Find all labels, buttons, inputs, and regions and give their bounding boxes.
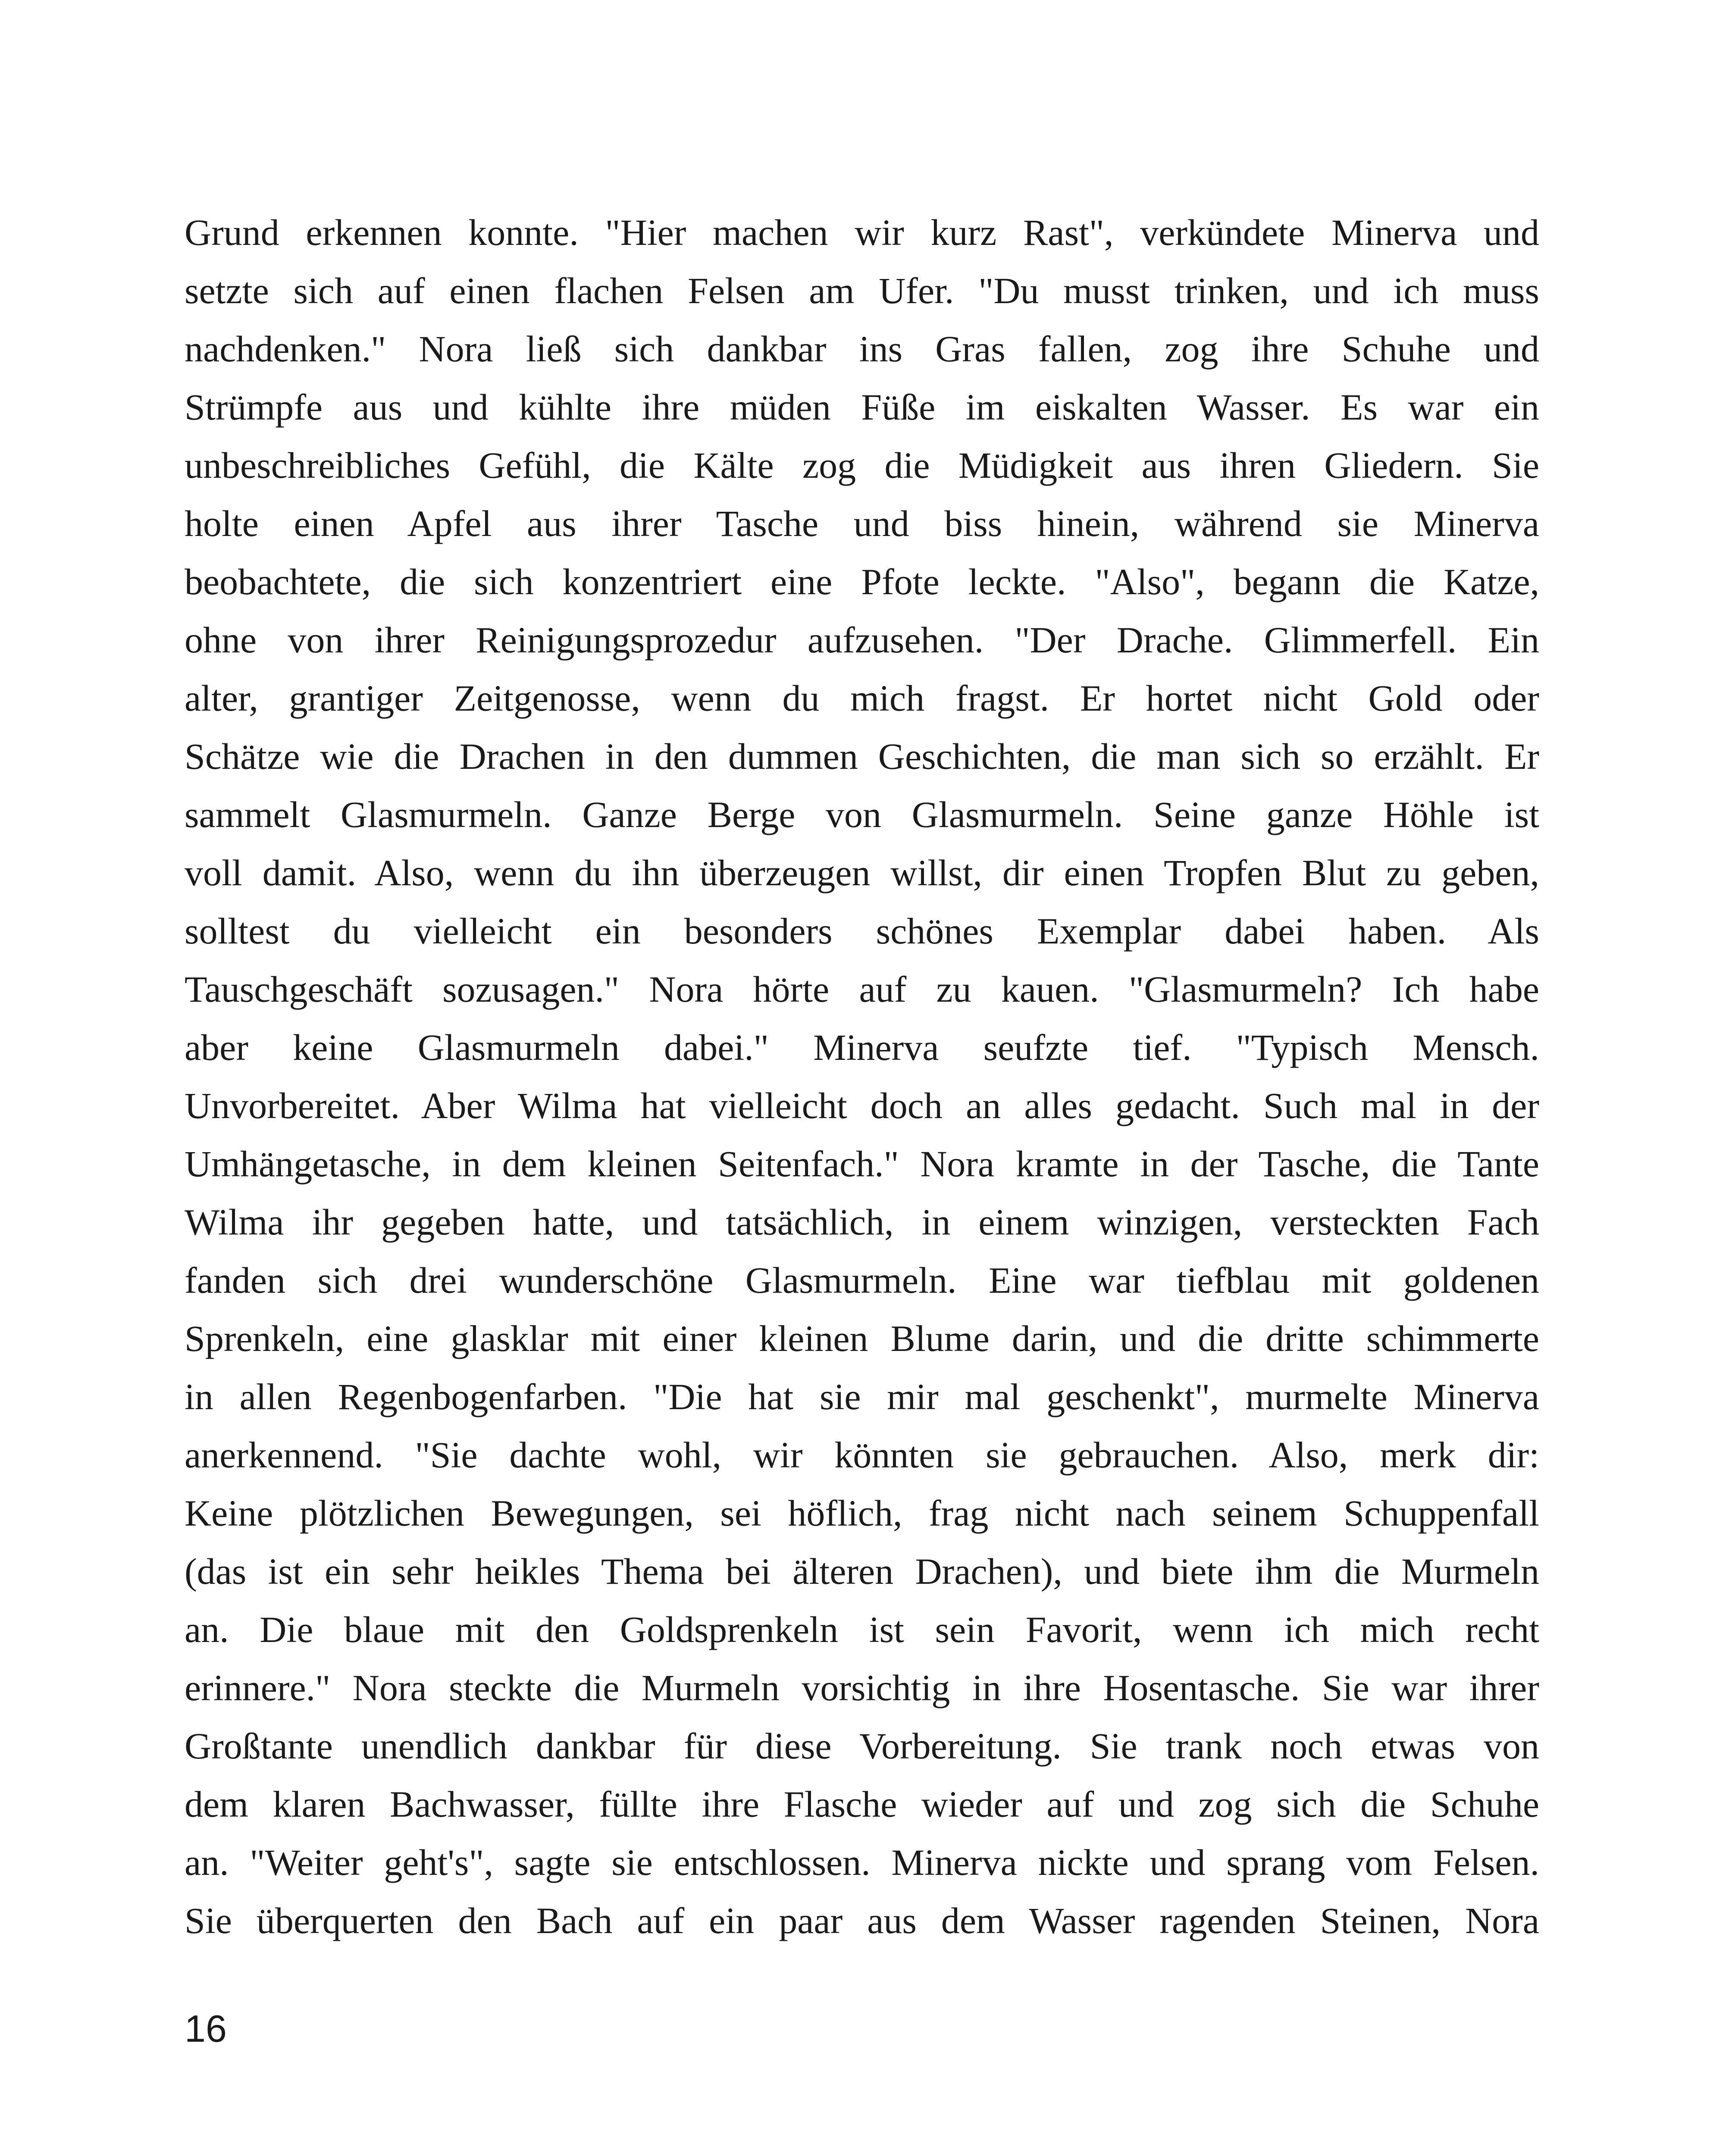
text-line: Umhängetasche, in dem kleinen Seitenfach." Nora kramte in der Tasche, die Tante bbox=[185, 1143, 1539, 1185]
page-number: 16 bbox=[185, 2007, 227, 2050]
text-line: Großtante unendlich dankbar für diese Vorbereitung. Sie trank noch etwas von bbox=[185, 1725, 1539, 1767]
text-line: sammelt Glasmurmeln. Ganze Berge von Glasmurmeln. Seine ganze Höhle ist bbox=[185, 794, 1539, 835]
text-line: Strümpfe aus und kühlte ihre müden Füße im eiskalten Wasser. Es war ein bbox=[185, 386, 1539, 428]
text-line: an. Die blaue mit den Goldsprenkeln ist sein Favorit, wenn ich mich recht bbox=[185, 1609, 1539, 1650]
text-line: Keine plötzlichen Bewegungen, sei höflich, frag nicht nach seinem Schuppenfall bbox=[185, 1492, 1539, 1534]
text-line: Schätze wie die Drachen in den dummen Geschichten, die man sich so erzählt. Er bbox=[185, 736, 1539, 777]
text-line: Grund erkennen konnte. "Hier machen wir kurz Rast", verkündete Minerva und bbox=[185, 212, 1539, 253]
text-line: Sprenkeln, eine glasklar mit einer kleinen Blume darin, und die dritte schimmerte bbox=[185, 1318, 1539, 1359]
body-text bbox=[185, 204, 1539, 1950]
text-line: ohne von ihrer Reinigungsprozedur aufzusehen. "Der Drache. Glimmerfell. Ein bbox=[185, 619, 1539, 661]
text-line: in allen Regenbogenfarben. "Die hat sie mir mal geschenkt", murmelte Minerva bbox=[185, 1376, 1539, 1417]
text-line: Sie überquerten den Bach auf ein paar aus dem Wasser ragenden Steinen, Nora bbox=[185, 1900, 1539, 1941]
text-line: fanden sich drei wunderschöne Glasmurmeln. Eine war tiefblau mit goldenen bbox=[185, 1260, 1539, 1301]
text-line: nachdenken." Nora ließ sich dankbar ins Gras fallen, zog ihre Schuhe und bbox=[185, 328, 1539, 370]
text-line: erinnere." Nora steckte die Murmeln vorsichtig in ihre Hosentasche. Sie war ihrer bbox=[185, 1667, 1539, 1708]
text-line: solltest du vielleicht ein besonders schönes Exemplar dabei haben. Als bbox=[185, 910, 1539, 952]
text-line: Tauschgeschäft sozusagen." Nora hörte auf zu kauen. "Glasmurmeln? Ich habe bbox=[185, 968, 1539, 1010]
text-line: anerkennend. "Sie dachte wohl, wir könnten sie gebrauchen. Also, merk dir: bbox=[185, 1434, 1539, 1476]
text-line: dem klaren Bachwasser, füllte ihre Flasche wieder auf und zog sich die Schuhe bbox=[185, 1783, 1539, 1825]
text-line: (das ist ein sehr heikles Thema bei älteren Drachen), und biete ihm die Murmeln bbox=[185, 1551, 1539, 1592]
text-line: setzte sich auf einen flachen Felsen am Ufer. "Du musst trinken, und ich muss bbox=[185, 270, 1539, 311]
text-line: unbeschreibliches Gefühl, die Kälte zog die Müdigkeit aus ihren Gliedern. Sie bbox=[185, 445, 1539, 486]
text-line: Wilma ihr gegeben hatte, und tatsächlich, in einem winzigen, versteckten Fach bbox=[185, 1201, 1539, 1243]
text-line: beobachtete, die sich konzentriert eine Pfote leckte. "Also", begann die Katze, bbox=[185, 561, 1539, 602]
text-line: alter, grantiger Zeitgenosse, wenn du mich fragst. Er hortet nicht Gold oder bbox=[185, 677, 1539, 719]
text-line: voll damit. Also, wenn du ihn überzeugen willst, dir einen Tropfen Blut zu geben, bbox=[185, 852, 1539, 893]
text-line: aber keine Glasmurmeln dabei." Minerva seufzte tief. "Typisch Mensch. bbox=[185, 1027, 1539, 1068]
text-line: an. "Weiter geht's", sagte sie entschlossen. Minerva nickte und sprang vom Felsen. bbox=[185, 1842, 1539, 1883]
text-line: Unvorbereitet. Aber Wilma hat vielleicht doch an alles gedacht. Such mal in der bbox=[185, 1085, 1539, 1126]
text-line: holte einen Apfel aus ihrer Tasche und biss hinein, während sie Minerva bbox=[185, 503, 1539, 544]
